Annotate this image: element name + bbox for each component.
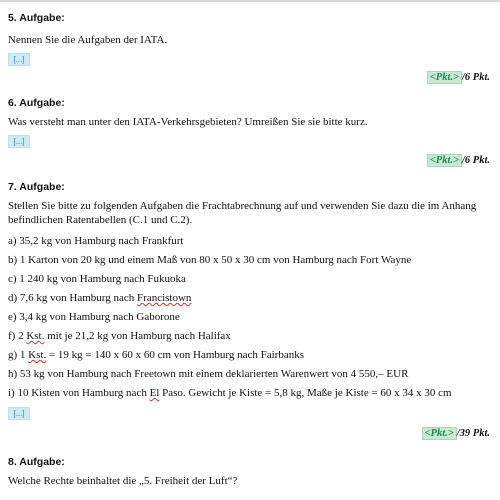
- task-7-item-a: [8, 235, 183, 247]
- item-misspelled-word: Kst.: [28, 349, 47, 361]
- task-7-text: Stellen Sie bitte zu folgenden Aufgaben die Frachtabrechnung auf und verwenden Sie dazu die im Anhang befindlichen Ratentabellen (C.1 und C.2).: [8, 200, 477, 226]
- task-5-points-total: /6 Pkt.: [462, 72, 490, 83]
- task-7-item-d: [8, 292, 191, 304]
- task-5-points: [427, 72, 490, 83]
- task-7-item-b: [8, 254, 411, 266]
- task-7-item-f: [8, 330, 231, 342]
- item-label: c): [8, 273, 17, 285]
- item-text: 1 Karton von 20 kg und einem Maß von 80 x 50 x 30 cm von Hamburg nach Fort Wayne: [19, 254, 412, 266]
- item-text: 10 Kisten von Hamburg nach: [17, 387, 150, 399]
- item-text: 35,2 kg von Hamburg nach Frankfurt: [19, 235, 184, 247]
- item-label: f): [8, 330, 16, 342]
- top-rule: [0, 0, 500, 2]
- item-label: b): [8, 254, 18, 266]
- task-7-points-total: /39 Pkt.: [456, 428, 490, 439]
- item-label: g): [8, 349, 18, 361]
- item-text: 2: [18, 330, 27, 342]
- item-label: e): [8, 311, 17, 323]
- item-label: i): [8, 387, 15, 399]
- item-label: a): [8, 235, 17, 247]
- item-text: 1: [19, 349, 29, 361]
- task-6-points: [427, 155, 490, 166]
- item-text: 3,4 kg von Hamburg nach Gaborone: [19, 311, 180, 323]
- task-8-heading: 8. Aufgabe:: [8, 456, 65, 468]
- task-5-answer-placeholder[interactable]: [...]: [8, 53, 30, 66]
- task-6-points-total: /6 Pkt.: [462, 155, 490, 166]
- task-7-answer-placeholder[interactable]: [...]: [8, 407, 30, 420]
- item-misspelled-word: Francistown: [137, 292, 192, 304]
- task-8-text: Welche Rechte beinhaltet die „5. Freiheit der Luft“?: [8, 475, 238, 487]
- task-7-item-c: [8, 273, 186, 285]
- task-7-item-h: [8, 368, 408, 380]
- item-misspelled-word: El: [149, 387, 160, 399]
- task-7-heading: 7. Aufgabe:: [8, 181, 65, 193]
- task-5-points-field[interactable]: <Pkt.>: [427, 71, 462, 84]
- task-6-text: Was versteht man unter den IATA-Verkehrsgebieten? Umreißen Sie sie bitte kurz.: [8, 116, 368, 128]
- task-5-text: Nennen Sie die Aufgaben der IATA.: [8, 34, 168, 46]
- item-text-continued: Paso. Gewicht je Kiste = 5,8 kg, Maße je Kiste = 60 x 34 x 30 cm: [159, 387, 452, 399]
- task-6-answer-placeholder[interactable]: [...]: [8, 135, 30, 148]
- task-5-heading: 5. Aufgabe:: [8, 12, 65, 24]
- item-text: 1 240 kg von Hamburg nach Fukuoka: [19, 273, 186, 285]
- task-7-item-e: [8, 311, 180, 323]
- item-text: 53 kg von Hamburg nach Freetown mit einem deklarierten Warenwert von 4 550,– EUR: [19, 368, 409, 380]
- task-7-item-i: [8, 387, 452, 399]
- task-6-heading: 6. Aufgabe:: [8, 97, 65, 109]
- task-7-points-field[interactable]: <Pkt.>: [422, 427, 457, 440]
- item-label: d): [8, 292, 18, 304]
- item-text-continued: mit je 21,2 kg von Hamburg nach Halifax: [44, 330, 231, 342]
- task-7-points: [422, 428, 490, 439]
- item-misspelled-word: Kst.: [26, 330, 45, 342]
- item-text-continued: = 19 kg = 140 x 60 x 60 cm von Hamburg nach Fairbanks: [46, 349, 305, 361]
- task-6-points-field[interactable]: <Pkt.>: [427, 154, 462, 167]
- task-7-item-g: [8, 349, 304, 361]
- item-label: h): [8, 368, 18, 380]
- item-text: 7,6 kg von Hamburg nach: [19, 292, 138, 304]
